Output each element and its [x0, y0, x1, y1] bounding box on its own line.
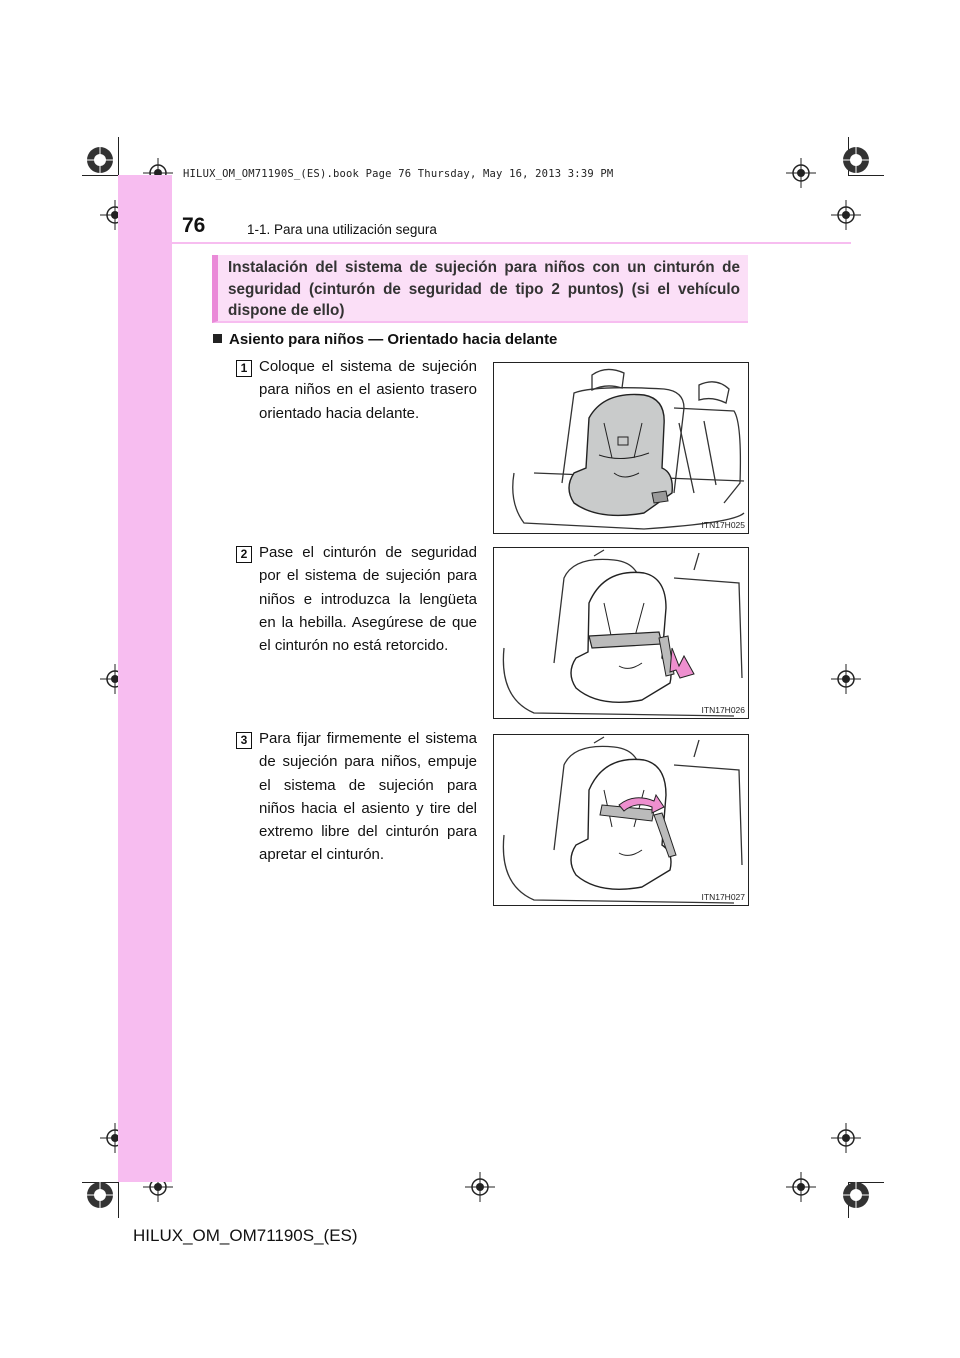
figure-belt-routing [493, 547, 749, 719]
registration-mark-icon [841, 1180, 871, 1210]
child-seat-tighten-illustration [494, 735, 747, 904]
step-number: 1 [236, 360, 252, 377]
header-rule [118, 242, 851, 244]
step-number: 3 [236, 732, 252, 749]
figure-belt-tighten [493, 734, 749, 906]
registration-mark-icon [85, 145, 115, 175]
sub-heading-text: Asiento para niños — Orientado hacia delante [229, 331, 558, 348]
square-bullet-icon [213, 334, 222, 343]
sub-heading [213, 331, 557, 348]
footer-doc-code: HILUX_OM_OM71190S_(ES) [133, 1226, 358, 1245]
crop-mark [118, 1182, 119, 1218]
registration-mark-icon [831, 664, 861, 694]
step-text: Pase el cinturón de seguridad por el sistema de sujeción para niños e introduzca la lengüeta en la hebilla. Asegúrese de que el cinturón no está retorcido. [259, 544, 477, 655]
registration-mark-icon [465, 1172, 495, 1202]
registration-mark-icon [786, 158, 816, 188]
chapter-tab-bar [118, 175, 172, 1182]
figure-label: ITN17H025 [701, 520, 745, 530]
crop-mark [118, 137, 119, 175]
registration-mark-icon [831, 200, 861, 230]
step-number: 2 [236, 546, 252, 563]
registration-mark-icon [85, 1180, 115, 1210]
crop-mark [848, 175, 884, 176]
registration-mark-icon [831, 1123, 861, 1153]
registration-mark-icon [786, 1172, 816, 1202]
section-title: 1-1. Para una utilización segura [247, 222, 437, 237]
figure-child-seat-placed [493, 362, 749, 534]
child-seat-illustration [494, 363, 747, 532]
book-stamp: HILUX_OM_OM71190S_(ES).book Page 76 Thursday, May 16, 2013 3:39 PM [183, 168, 614, 180]
figure-label: ITN17H027 [701, 892, 745, 902]
heading-box [212, 255, 748, 323]
page-number: 76 [182, 214, 206, 237]
step-text: Para fijar firmemente el sistema de sujeción para niños, empuje el sistema de sujeción para niños hacia el asiento y tire del extremo libre del cinturón para apretar el cinturón. [259, 730, 477, 864]
step-text: Coloque el sistema de sujeción para niños en el asiento trasero orientado hacia delante. [259, 358, 477, 422]
child-seat-belt-illustration [494, 548, 747, 717]
heading-text: Instalación del sistema de sujeción para niños con un cinturón de seguridad (cinturón de seguridad de tipo 2 puntos) (si el vehículo dispone de ello) [228, 259, 740, 319]
figure-label: ITN17H026 [701, 705, 745, 715]
registration-mark-icon [841, 145, 871, 175]
crop-mark [82, 175, 118, 176]
